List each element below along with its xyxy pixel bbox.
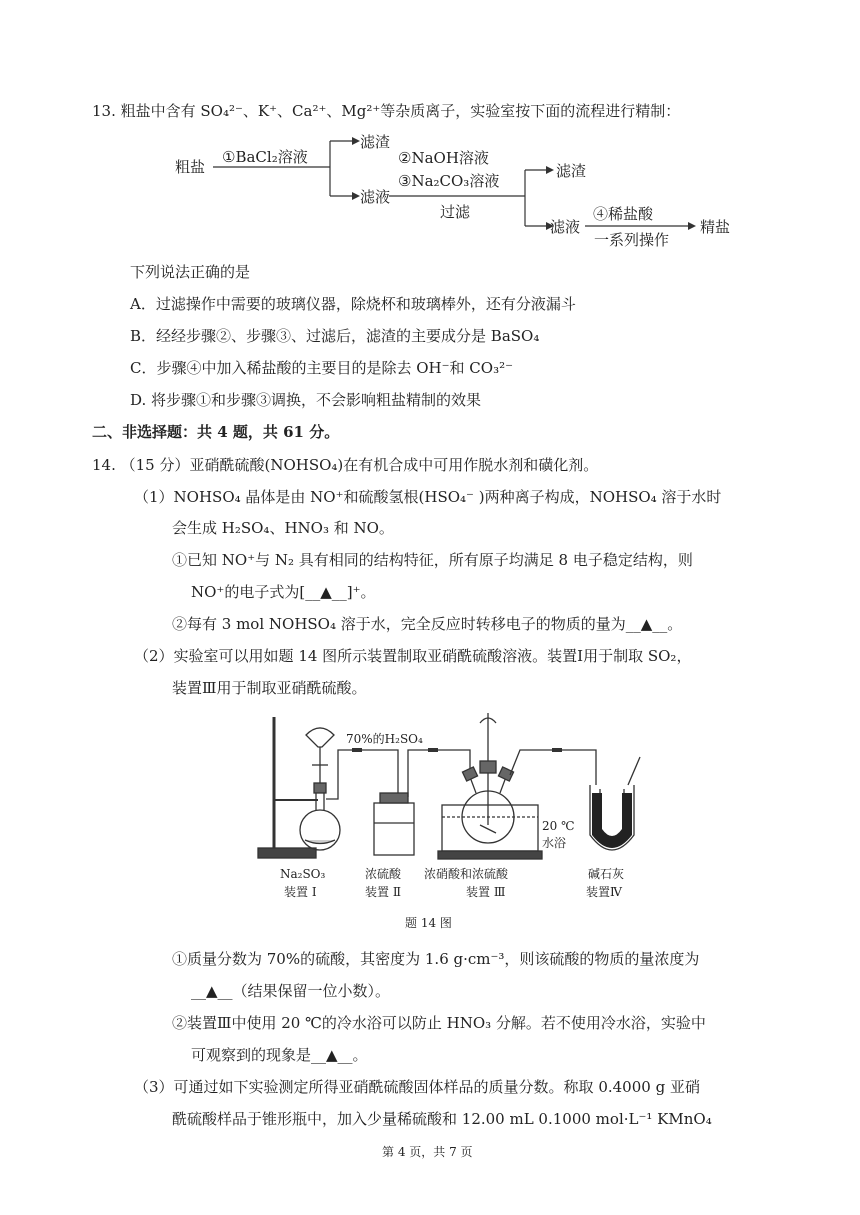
q14-part1-sub2: ②每有 3 mol NOHSO₄ 溶于水，完全反应时转移电子的物质的量为__▲__。 <box>172 615 683 633</box>
q13-option-a: A．过滤操作中需要的玻璃仪器，除烧杯和玻璃棒外，还有分液漏斗 <box>130 295 576 313</box>
fig-label-3b: 装置 Ⅲ <box>466 885 506 899</box>
q14-part1-line2: 会生成 H₂SO₄、HNO₃ 和 NO。 <box>172 519 394 537</box>
section-heading: 二、非选择题：共 4 题，共 61 分。 <box>92 423 340 441</box>
flow-filtrate2: 滤液 <box>550 218 581 236</box>
fig-label-4a: 碱石灰 <box>588 867 625 881</box>
flow-step4: ④稀盐酸 <box>593 205 654 223</box>
q14-part1-sub1-line1: ①已知 NO⁺与 N₂ 具有相同的结构特征，所有原子均满足 8 电子稳定结构，则 <box>172 551 693 569</box>
fig-label-4b: 装置Ⅳ <box>586 885 622 899</box>
q13-option-b: B．经经步骤②、步骤③、过滤后，滤渣的主要成分是 BaSO₄ <box>130 327 540 345</box>
fig-label-1a: Na₂SO₃ <box>280 867 326 881</box>
q14-part2-sub2-line1: ②装置Ⅲ中使用 20 ℃的冷水浴可以防止 HNO₃ 分解。若不使用冷水浴，实验中 <box>172 1014 706 1032</box>
q13-option-c: C．步骤④中加入稀盐酸的主要目的是除去 OH⁻和 CO₃²⁻ <box>130 359 514 377</box>
q13-option-d: D. 将步骤①和步骤③调换，不会影响粗盐精制的效果 <box>130 391 482 409</box>
flow-residue2: 滤渣 <box>556 162 587 180</box>
fig-label-2a: 浓硫酸 <box>365 867 402 881</box>
q13-stem: 13. 粗盐中含有 SO₄²⁻、K⁺、Ca²⁺、Mg²⁺等杂质离子，实验室按下面的流程进行精制： <box>92 102 681 120</box>
flow-lines <box>0 0 860 260</box>
q14-part2-sub2-line2: 可观察到的现象是__▲__。 <box>191 1046 368 1064</box>
apparatus-drawing <box>0 705 860 925</box>
q14-part1-sub1-line2: NO⁺的电子式为[__▲__]⁺。 <box>191 583 376 601</box>
fig-label-3a: 浓硝酸和浓硫酸 <box>424 867 509 881</box>
flow-filter: 过滤 <box>440 203 471 221</box>
page-footer: 第 4 页，共 7 页 <box>382 1145 473 1159</box>
flow-series: 一系列操作 <box>594 231 670 249</box>
fig-caption: 题 14 图 <box>405 916 452 930</box>
fig-label-2b: 装置 Ⅱ <box>365 885 401 899</box>
q14-part2-line2: 装置Ⅲ用于制取亚硝酰硫酸。 <box>172 679 367 697</box>
q14-part1-line1: （1）NOHSO₄ 晶体是由 NO⁺和硫酸氢根(HSO₄⁻ )两种离子构成，NOHSO₄ 溶于水时 <box>134 488 722 506</box>
q14-stem: 14. （15 分）亚硝酰硫酸(NOHSO₄)在有机合成中可用作脱水剂和磺化剂。 <box>92 456 599 474</box>
fig-bath-temp: 20 ℃ <box>542 819 575 833</box>
flow-step2: ②NaOH溶液 <box>398 149 489 167</box>
q14-part2-sub1-line2: __▲__（结果保留一位小数）。 <box>191 982 391 1000</box>
q14-part2-line1: （2）实验室可以用如题 14 图所示装置制取亚硝酰硫酸溶液。装置Ⅰ用于制取 SO₂， <box>134 647 692 665</box>
fig-label-1b: 装置 Ⅰ <box>284 885 317 899</box>
fig-acid-label: 70%的H₂SO₄ <box>346 732 423 746</box>
flow-filtrate1: 滤液 <box>360 188 391 206</box>
flow-residue1: 滤渣 <box>360 133 391 151</box>
flow-product: 精盐 <box>700 218 731 236</box>
flow-step1: ①BaCl₂溶液 <box>222 148 308 166</box>
q13-prompt: 下列说法正确的是 <box>130 263 251 281</box>
flow-step3: ③Na₂CO₃溶液 <box>398 172 500 190</box>
flow-start: 粗盐 <box>175 158 206 176</box>
q14-part3-line1: （3）可通过如下实验测定所得亚硝酰硫酸固体样品的质量分数。称取 0.4000 g 亚硝 <box>134 1078 700 1096</box>
q14-part3-line2: 酰硫酸样品于锥形瓶中，加入少量稀硫酸和 12.00 mL 0.1000 mol·L⁻¹ KMnO₄ <box>172 1110 712 1128</box>
fig-bath-label: 水浴 <box>542 836 567 850</box>
q14-part2-sub1-line1: ①质量分数为 70%的硫酸，其密度为 1.6 g·cm⁻³，则该硫酸的物质的量浓度为 <box>172 950 700 968</box>
